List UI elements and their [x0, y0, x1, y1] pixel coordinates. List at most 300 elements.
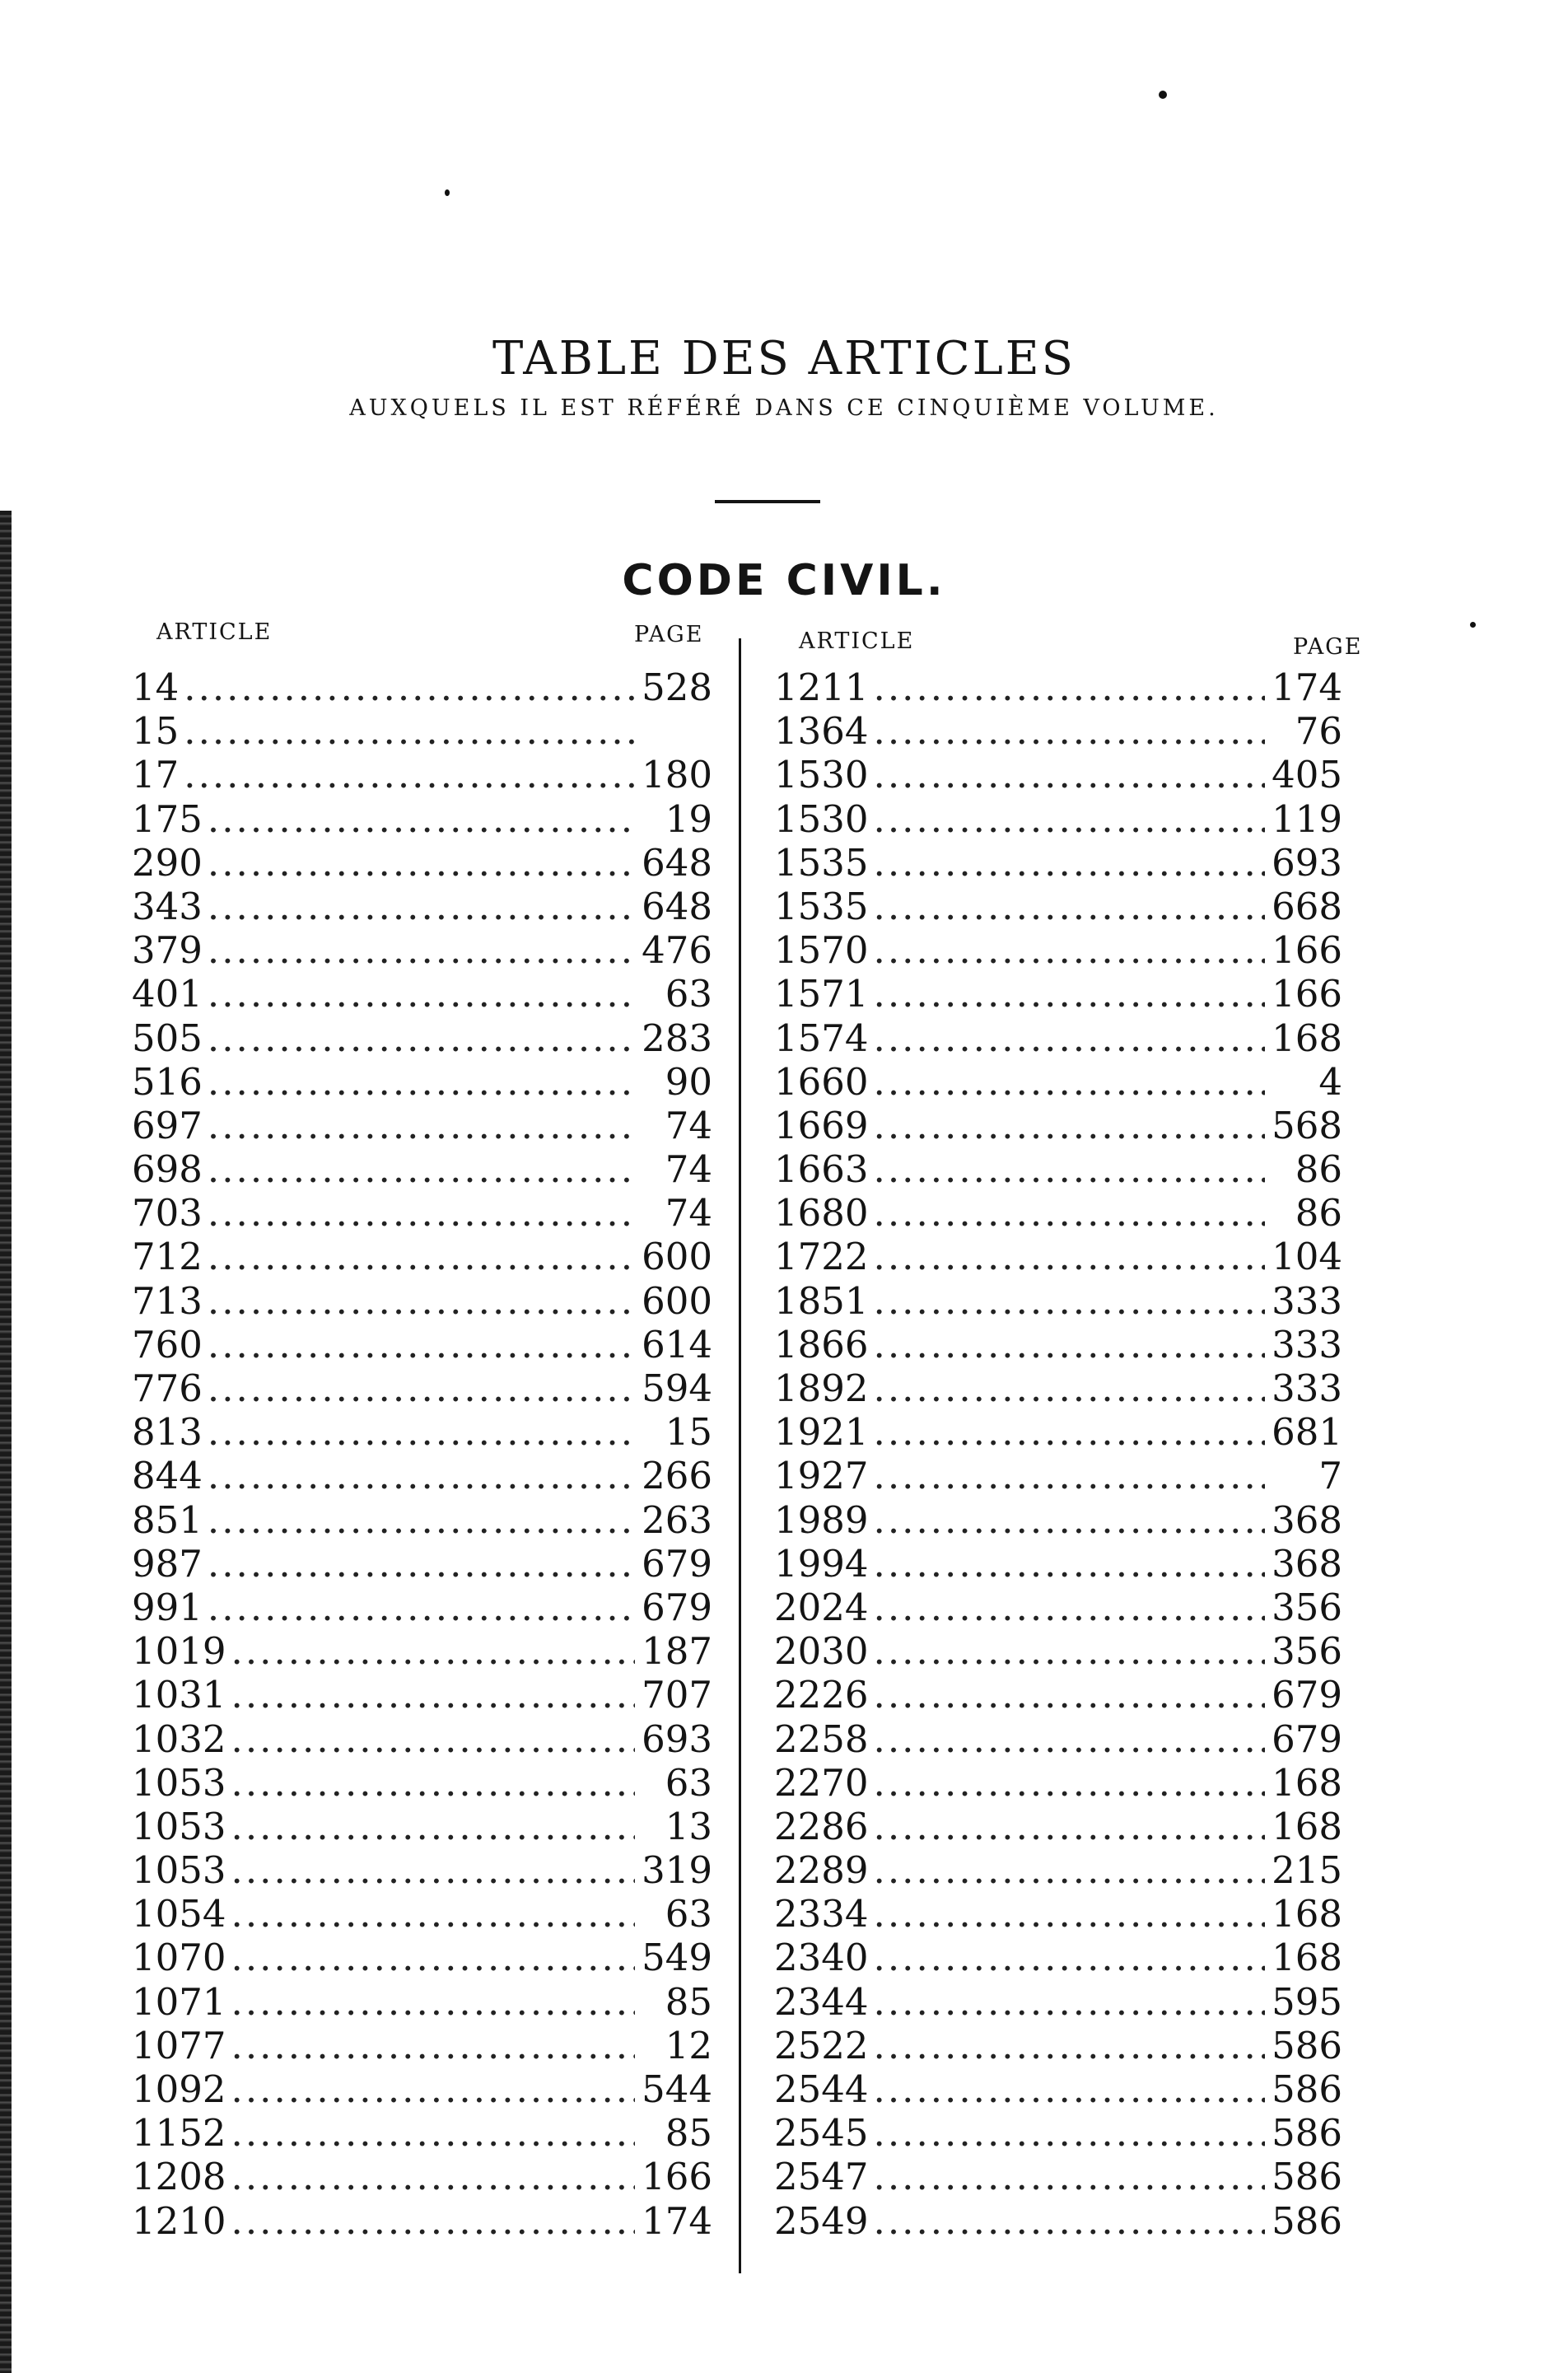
right-table-row: [774, 1586, 1342, 1629]
article-number: 379: [132, 928, 203, 973]
page-number: 266: [642, 1454, 712, 1498]
dot-leader: [231, 1673, 635, 1717]
left-table-row: [132, 1323, 712, 1366]
right-table-row: [774, 709, 1342, 753]
dot-leader: [874, 1147, 1265, 1191]
right-table-row: [774, 1235, 1342, 1278]
dot-leader: [874, 2155, 1265, 2198]
article-number: 1071: [132, 1979, 226, 2024]
page-number: 15: [665, 1410, 712, 1455]
left-table-row: [132, 1629, 712, 1673]
dot-leader: [231, 1936, 635, 1979]
dot-leader: [874, 666, 1265, 709]
page-number: 4: [1318, 1059, 1342, 1104]
article-number: 844: [132, 1454, 203, 1498]
page-number: 7: [1318, 1454, 1342, 1498]
dot-leader: [231, 1980, 635, 2024]
page-number: 74: [665, 1191, 712, 1236]
page-number: 594: [642, 1366, 712, 1410]
article-number: 1570: [774, 928, 869, 973]
article-number: 516: [132, 1059, 203, 1104]
dot-leader: [874, 1761, 1265, 1805]
page-number: 166: [1272, 928, 1342, 973]
dot-leader: [874, 972, 1265, 1016]
dot-leader: [231, 1805, 635, 1848]
dot-leader: [208, 1498, 635, 1542]
article-number: 1535: [774, 884, 869, 928]
left-table-row: [132, 1673, 712, 1717]
article-number: 713: [132, 1278, 203, 1323]
dot-leader: [874, 1366, 1265, 1410]
page-number: 568: [1272, 1103, 1342, 1147]
dot-leader: [874, 1673, 1265, 1717]
page-number: 104: [1272, 1235, 1342, 1279]
article-number: 1571: [774, 972, 869, 1016]
article-number: 712: [132, 1235, 203, 1279]
dot-leader: [208, 885, 635, 928]
dot-leader: [874, 1104, 1265, 1147]
page-number: 86: [1295, 1191, 1342, 1236]
dot-leader: [208, 1366, 635, 1410]
page-number: 614: [642, 1322, 712, 1366]
right-table-row: [774, 753, 1342, 796]
right-table-row: [774, 885, 1342, 928]
dot-leader: [184, 753, 635, 796]
left-table-row: [132, 1892, 712, 1936]
page-number: 586: [1272, 2198, 1342, 2243]
page-number: 166: [1272, 972, 1342, 1016]
article-number: 2286: [774, 1804, 869, 1848]
dot-leader: [208, 797, 635, 841]
left-table-row: [132, 1980, 712, 2024]
article-number: 1077: [132, 2023, 226, 2067]
page-number: 586: [1272, 2023, 1342, 2067]
page-number: 86: [1295, 1147, 1342, 1192]
article-number: 17: [132, 753, 180, 797]
page-number: 549: [642, 1936, 712, 1980]
page-number: 12: [665, 2023, 712, 2067]
dot-leader: [208, 1454, 635, 1497]
article-number: 1851: [774, 1278, 869, 1323]
article-number: 760: [132, 1322, 203, 1366]
dot-leader: [874, 1542, 1265, 1586]
left-table-row: [132, 1016, 712, 1060]
right-page-header: PAGE: [1293, 634, 1363, 660]
right-table-row: [774, 928, 1342, 972]
left-article-header: ARTICLE: [156, 619, 273, 645]
right-table-row: [774, 1410, 1342, 1454]
dot-leader: [874, 1848, 1265, 1892]
right-table-row: [774, 2024, 1342, 2067]
section-title: CODE CIVIL.: [622, 556, 946, 605]
left-table-row: [132, 753, 712, 796]
dot-leader: [208, 1016, 635, 1060]
left-page-header: PAGE: [634, 622, 704, 647]
article-number: 1208: [132, 2155, 226, 2199]
dot-leader: [208, 972, 635, 1016]
page-number: 586: [1272, 2155, 1342, 2199]
page-number: 168: [1272, 1892, 1342, 1936]
article-number: 697: [132, 1103, 203, 1147]
dot-leader: [208, 1104, 635, 1147]
article-number: 2545: [774, 2111, 869, 2156]
page-subtitle: AUXQUELS IL EST RÉFÉRÉ DANS CE CINQUIÈME VOLUME.: [349, 395, 1219, 421]
page-number: 356: [1272, 1629, 1342, 1674]
left-table-row: [132, 1147, 712, 1191]
dot-leader: [231, 1629, 635, 1673]
article-number: 851: [132, 1497, 203, 1542]
page-number: 180: [642, 753, 712, 797]
article-number: 175: [132, 796, 203, 841]
dot-leader: [184, 709, 635, 753]
dot-leader: [874, 1586, 1265, 1629]
dot-leader: [208, 1235, 635, 1278]
article-number: 401: [132, 972, 203, 1016]
dot-leader: [208, 841, 635, 885]
right-table-row: [774, 2067, 1342, 2111]
right-table-row: [774, 1279, 1342, 1323]
page-number: 668: [1272, 884, 1342, 928]
dot-leader: [874, 1279, 1265, 1323]
left-column: [132, 666, 712, 2243]
article-number: 505: [132, 1016, 203, 1060]
left-table-row: [132, 2199, 712, 2243]
article-number: 2522: [774, 2023, 869, 2067]
right-table-row: [774, 2199, 1342, 2243]
dot-leader: [874, 1892, 1265, 1936]
page-number: 679: [1272, 1673, 1342, 1717]
page-number: 648: [642, 884, 712, 928]
article-number: 1989: [774, 1497, 869, 1542]
page-number: 74: [665, 1147, 712, 1192]
left-table-row: [132, 1454, 712, 1497]
left-table-row: [132, 666, 712, 709]
dot-leader: [231, 2067, 635, 2111]
article-number: 2547: [774, 2155, 869, 2199]
page-number: 679: [642, 1541, 712, 1586]
dot-leader: [231, 2111, 635, 2155]
page-number: 168: [1272, 1016, 1342, 1060]
right-table-row: [774, 1542, 1342, 1586]
dot-leader: [208, 1060, 635, 1104]
left-table-row: [132, 1542, 712, 1586]
page-number: 693: [1272, 840, 1342, 885]
ink-speck: [1470, 622, 1476, 628]
left-table-row: [132, 1410, 712, 1454]
right-table-row: [774, 1147, 1342, 1191]
page-number: 90: [665, 1059, 712, 1104]
dot-leader: [874, 1410, 1265, 1454]
left-table-row: [132, 1104, 712, 1147]
article-number: 991: [132, 1585, 203, 1629]
article-number: 1669: [774, 1103, 869, 1147]
dot-leader: [208, 1323, 635, 1366]
right-article-header: ARTICLE: [799, 628, 915, 654]
article-number: 1054: [132, 1892, 226, 1936]
left-table-row: [132, 1366, 712, 1410]
article-number: 1053: [132, 1760, 226, 1805]
right-table-row: [774, 1980, 1342, 2024]
article-number: 2340: [774, 1936, 869, 1980]
left-table-row: [132, 1060, 712, 1104]
page-number: 283: [642, 1016, 712, 1060]
page-number: 595: [1272, 1979, 1342, 2024]
right-table-row: [774, 972, 1342, 1016]
page-number: 586: [1272, 2067, 1342, 2111]
left-table-row: [132, 885, 712, 928]
page-number: 76: [1295, 709, 1342, 754]
article-number: 1053: [132, 1804, 226, 1848]
dot-leader: [231, 1717, 635, 1761]
page-number: 333: [1272, 1366, 1342, 1410]
page-number: 679: [642, 1585, 712, 1629]
article-number: 1535: [774, 840, 869, 885]
article-number: 1211: [774, 666, 869, 709]
left-table-row: [132, 2024, 712, 2067]
dot-leader: [874, 1498, 1265, 1542]
dot-leader: [208, 928, 635, 972]
article-number: 1364: [774, 709, 869, 754]
dot-leader: [874, 928, 1265, 972]
page-number: 405: [1272, 753, 1342, 797]
article-number: 2289: [774, 1848, 869, 1893]
left-table-row: [132, 841, 712, 885]
dot-leader: [874, 1191, 1265, 1235]
page-number: 648: [642, 840, 712, 885]
dot-leader: [874, 1805, 1265, 1848]
right-table-row: [774, 1191, 1342, 1235]
right-table-row: [774, 1673, 1342, 1717]
article-number: 2024: [774, 1585, 869, 1629]
dot-leader: [874, 2067, 1265, 2111]
left-table-row: [132, 797, 712, 841]
dot-leader: [231, 2155, 635, 2198]
right-table-row: [774, 1892, 1342, 1936]
left-table-row: [132, 2155, 712, 2198]
article-number: 2549: [774, 2198, 869, 2243]
dot-leader: [231, 2199, 635, 2243]
dot-leader: [231, 1848, 635, 1892]
page-number: 174: [1272, 666, 1342, 709]
right-table-row: [774, 1936, 1342, 1979]
page-number: 333: [1272, 1278, 1342, 1323]
dot-leader: [874, 709, 1265, 753]
page-number: 85: [665, 2111, 712, 2156]
left-table-row: [132, 1191, 712, 1235]
page-number: 63: [665, 1760, 712, 1805]
article-number: 1680: [774, 1191, 869, 1236]
ink-speck: [1159, 91, 1167, 99]
dot-leader: [208, 1586, 635, 1629]
right-table-row: [774, 1454, 1342, 1497]
dot-leader: [874, 2199, 1265, 2243]
page-number: 319: [642, 1848, 712, 1893]
article-number: 1663: [774, 1147, 869, 1192]
page-number: 63: [665, 972, 712, 1016]
left-table-row: [132, 1717, 712, 1761]
page-number: 356: [1272, 1585, 1342, 1629]
left-table-row: [132, 1498, 712, 1542]
dot-leader: [231, 1761, 635, 1805]
article-number: 2226: [774, 1673, 869, 1717]
right-table-row: [774, 2155, 1342, 2198]
left-table-row: [132, 1279, 712, 1323]
article-number: 1921: [774, 1410, 869, 1455]
article-number: 1530: [774, 753, 869, 797]
right-column: [774, 666, 1342, 2243]
page-number: 368: [1272, 1497, 1342, 1542]
ink-speck: [445, 189, 450, 196]
article-number: 1152: [132, 2111, 226, 2156]
dot-leader: [874, 1454, 1265, 1497]
page-number: 476: [642, 928, 712, 973]
dot-leader: [874, 1323, 1265, 1366]
left-table-row: [132, 1235, 712, 1278]
right-table-row: [774, 1805, 1342, 1848]
page-number: 168: [1272, 1760, 1342, 1805]
dot-leader: [874, 1629, 1265, 1673]
page-number: 528: [642, 666, 712, 709]
left-table-row: [132, 1805, 712, 1848]
dot-leader: [874, 753, 1265, 796]
dot-leader: [874, 1235, 1265, 1278]
left-table-row: [132, 1586, 712, 1629]
page-number: 333: [1272, 1322, 1342, 1366]
article-number: 343: [132, 884, 203, 928]
article-number: 1019: [132, 1629, 226, 1674]
article-number: 776: [132, 1366, 203, 1410]
dot-leader: [874, 1936, 1265, 1979]
right-table-row: [774, 1060, 1342, 1104]
right-table-row: [774, 1761, 1342, 1805]
page-number: 586: [1272, 2111, 1342, 2156]
dot-leader: [184, 666, 635, 709]
left-table-row: [132, 1936, 712, 1979]
article-number: 1892: [774, 1366, 869, 1410]
dot-leader: [231, 1892, 635, 1936]
left-table-row: [132, 928, 712, 972]
article-number: 698: [132, 1147, 203, 1192]
left-table-row: [132, 2067, 712, 2111]
article-number: 2270: [774, 1760, 869, 1805]
left-table-row: [132, 709, 712, 753]
article-number: 1994: [774, 1541, 869, 1586]
left-table-row: [132, 972, 712, 1016]
page-number: 168: [1272, 1936, 1342, 1980]
page-number: 600: [642, 1278, 712, 1323]
article-number: 1210: [132, 2198, 226, 2243]
dot-leader: [208, 1147, 635, 1191]
column-divider: [739, 638, 741, 2273]
article-number: 14: [132, 666, 180, 709]
right-table-row: [774, 666, 1342, 709]
right-table-row: [774, 797, 1342, 841]
page-number: 174: [642, 2198, 712, 2243]
dot-leader: [874, 797, 1265, 841]
article-number: 1032: [132, 1717, 226, 1761]
article-number: 1927: [774, 1454, 869, 1498]
right-table-row: [774, 1848, 1342, 1892]
left-table-row: [132, 2111, 712, 2155]
page-number: 681: [1272, 1410, 1342, 1455]
dot-leader: [874, 1060, 1265, 1104]
article-number: 1722: [774, 1235, 869, 1279]
right-table-row: [774, 1498, 1342, 1542]
page-number: 600: [642, 1235, 712, 1279]
page-number: 263: [642, 1497, 712, 1542]
article-number: 813: [132, 1410, 203, 1455]
article-number: 2334: [774, 1892, 869, 1936]
article-number: 1092: [132, 2067, 226, 2111]
right-table-row: [774, 1717, 1342, 1761]
article-number: 1866: [774, 1322, 869, 1366]
page-number: 119: [1272, 796, 1342, 841]
dot-leader: [208, 1410, 635, 1454]
right-table-row: [774, 1323, 1342, 1366]
dot-leader: [208, 1542, 635, 1586]
article-number: 1574: [774, 1016, 869, 1060]
page-number: 544: [642, 2067, 712, 2111]
page-number: 707: [642, 1673, 712, 1717]
dot-leader: [874, 1016, 1265, 1060]
dot-leader: [208, 1279, 635, 1323]
dot-leader: [208, 1191, 635, 1235]
article-number: 2344: [774, 1979, 869, 2024]
article-number: 1053: [132, 1848, 226, 1893]
article-number: 1031: [132, 1673, 226, 1717]
page-number: 85: [665, 1979, 712, 2024]
binding-edge: [0, 511, 12, 2373]
dot-leader: [874, 2111, 1265, 2155]
page-number: 13: [665, 1804, 712, 1848]
right-table-row: [774, 1104, 1342, 1147]
right-table-row: [774, 1366, 1342, 1410]
page-number: 19: [665, 796, 712, 841]
article-number: 703: [132, 1191, 203, 1236]
dot-leader: [874, 2024, 1265, 2067]
article-number: 2258: [774, 1717, 869, 1761]
page-number: 693: [642, 1717, 712, 1761]
title-rule: [715, 500, 820, 503]
left-table-row: [132, 1761, 712, 1805]
dot-leader: [874, 1717, 1265, 1761]
dot-leader: [874, 885, 1265, 928]
right-table-row: [774, 1629, 1342, 1673]
right-table-row: [774, 841, 1342, 885]
page-number: 166: [642, 2155, 712, 2199]
article-number: 2544: [774, 2067, 869, 2111]
dot-leader: [231, 2024, 635, 2067]
page-number: 187: [642, 1629, 712, 1674]
right-table-row: [774, 2111, 1342, 2155]
article-number: 1070: [132, 1936, 226, 1980]
article-number: 290: [132, 840, 203, 885]
page-title: TABLE DES ARTICLES: [492, 331, 1076, 385]
page-number: 215: [1272, 1848, 1342, 1893]
dot-leader: [874, 1980, 1265, 2024]
page-number: 168: [1272, 1804, 1342, 1848]
right-table-row: [774, 1016, 1342, 1060]
page-number: 679: [1272, 1717, 1342, 1761]
dot-leader: [874, 841, 1265, 885]
article-number: 1530: [774, 796, 869, 841]
article-number: 1660: [774, 1059, 869, 1104]
article-number: 2030: [774, 1629, 869, 1674]
article-number: 15: [132, 709, 180, 754]
left-table-row: [132, 1848, 712, 1892]
page-number: 74: [665, 1103, 712, 1147]
page-number: 368: [1272, 1541, 1342, 1586]
